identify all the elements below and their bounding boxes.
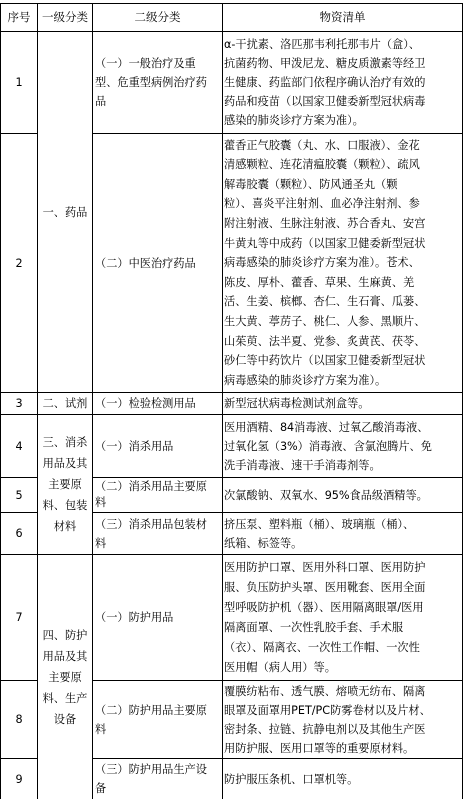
header-items: 物资清单 (319, 10, 366, 24)
row-level2: （一）消杀用品 (95, 439, 174, 453)
row-no: 7 (15, 611, 23, 624)
row-no: 2 (15, 256, 23, 270)
row-items: 新型冠状病毒检测试剂盒等。 (224, 397, 370, 410)
row-items: 覆膜纺粘布、透气膜、熔喷无纺布、隔离 眼罩及面罩用PET/PC防雾卷材以及片材、 密封条、拉链、抗静电剂以及其他生产医 用防护服、医用口罩等的重要原材料。 (224, 684, 431, 755)
group-disinfect: 三、消杀 用品及其 主要原 料、包装 材料 (42, 436, 88, 533)
row-no: 6 (15, 527, 23, 540)
group-reagents: 二、试剂 (42, 397, 88, 410)
row-level2: （二）防护用品主要原 料 (95, 703, 207, 736)
row-no: 3 (15, 397, 23, 410)
row-level2: （二）消杀用品主要原 料 (95, 480, 207, 509)
group-drugs: 一、药品 (42, 205, 88, 219)
row-level2: （一）一般治疗及重 型、危重型病例治疗药 品 (95, 57, 207, 108)
row-level2: （一）检验检测用品 (95, 397, 196, 410)
row-items: 医用防护口罩、医用外科口罩、医用防护 服、负压防护头罩、医用靴套、医用全面 型呼吸防护机（器）、医用隔离眼罩/医用 隔离面罩、一次性乳胶手套、手术服 （衣）、隔离衣、一次性工作帽、一次性 医用帽（病人用）等。 (224, 560, 426, 674)
row-no: 8 (15, 713, 23, 726)
row-items: 医用酒精、84消毒液、过氧乙酸消毒液、 过氧化氢（3%）消毒液、含氯泡腾片、免 洗手消毒液、速干手消毒剂等。 (224, 420, 432, 472)
row-items: 次氯酸钠、双氧水、95%食品级酒精等。 (224, 488, 428, 502)
row-no: 4 (15, 439, 23, 453)
row-items: 藿香正气胶囊（丸、水、口服液）、金花 清感颗粒、连花清瘟胶囊（颗粒）、疏风 解毒胶囊（颗粒）、防风通圣丸（颗 粒）、喜炎平注射剂、血必净注射剂、参 附注射液、生脉注射液、苏合香丸、安宫 牛黄丸等中成药（以国家卫健委新型冠状 病毒感染的肺炎诊疗方案为准）。苍术、 陈皮、厚朴、藿香、草果、生麻黄、羌 活、生姜、槟榔、杏仁、生石膏、瓜蒌、 生大黄、葶苈子、桃仁、人参、黑顺片、 山茱萸、法半夏、党参、炙黄芪、茯苓、 砂仁等中药饮片（以国家卫健委新型冠状 病毒感染的肺炎诊疗方案为准）。 (224, 138, 426, 387)
row-level2: （二）中医治疗药品 (95, 256, 196, 270)
header-no: 序号 (7, 10, 31, 24)
row-level2: （一）防护用品 (95, 611, 174, 624)
row-items: 挤压泵、塑料瓶（桶）、玻璃瓶（桶）、 纸箱、标签等。 (224, 517, 415, 550)
row-no: 9 (15, 772, 23, 786)
row-no: 1 (15, 76, 23, 89)
table-rule (92, 3, 93, 799)
header-level1: 一级分类 (42, 10, 88, 24)
row-no: 5 (15, 488, 23, 502)
row-level2: （三）消杀用品包装材 料 (95, 517, 207, 550)
row-items: α-干扰素、洛匹那韦利托那韦片（盒）、 抗菌药物、甲泼尼龙、糖皮质激素等经卫 生健康、药监部门依程序确认治疗有效的 药品和疫苗（以国家卫健委新型冠状病毒 感染的肺炎诊疗方案为准）。 (224, 38, 426, 127)
row-items: 防护服压条机、口罩机等。 (224, 772, 359, 786)
header-level2: 二级分类 (134, 10, 181, 24)
table-rule (222, 3, 223, 799)
group-protect: 四、防护 用品及其 主要原 料、生产 设备 (42, 628, 88, 726)
row-level2: （三）防护用品生产设 备 (95, 763, 207, 795)
